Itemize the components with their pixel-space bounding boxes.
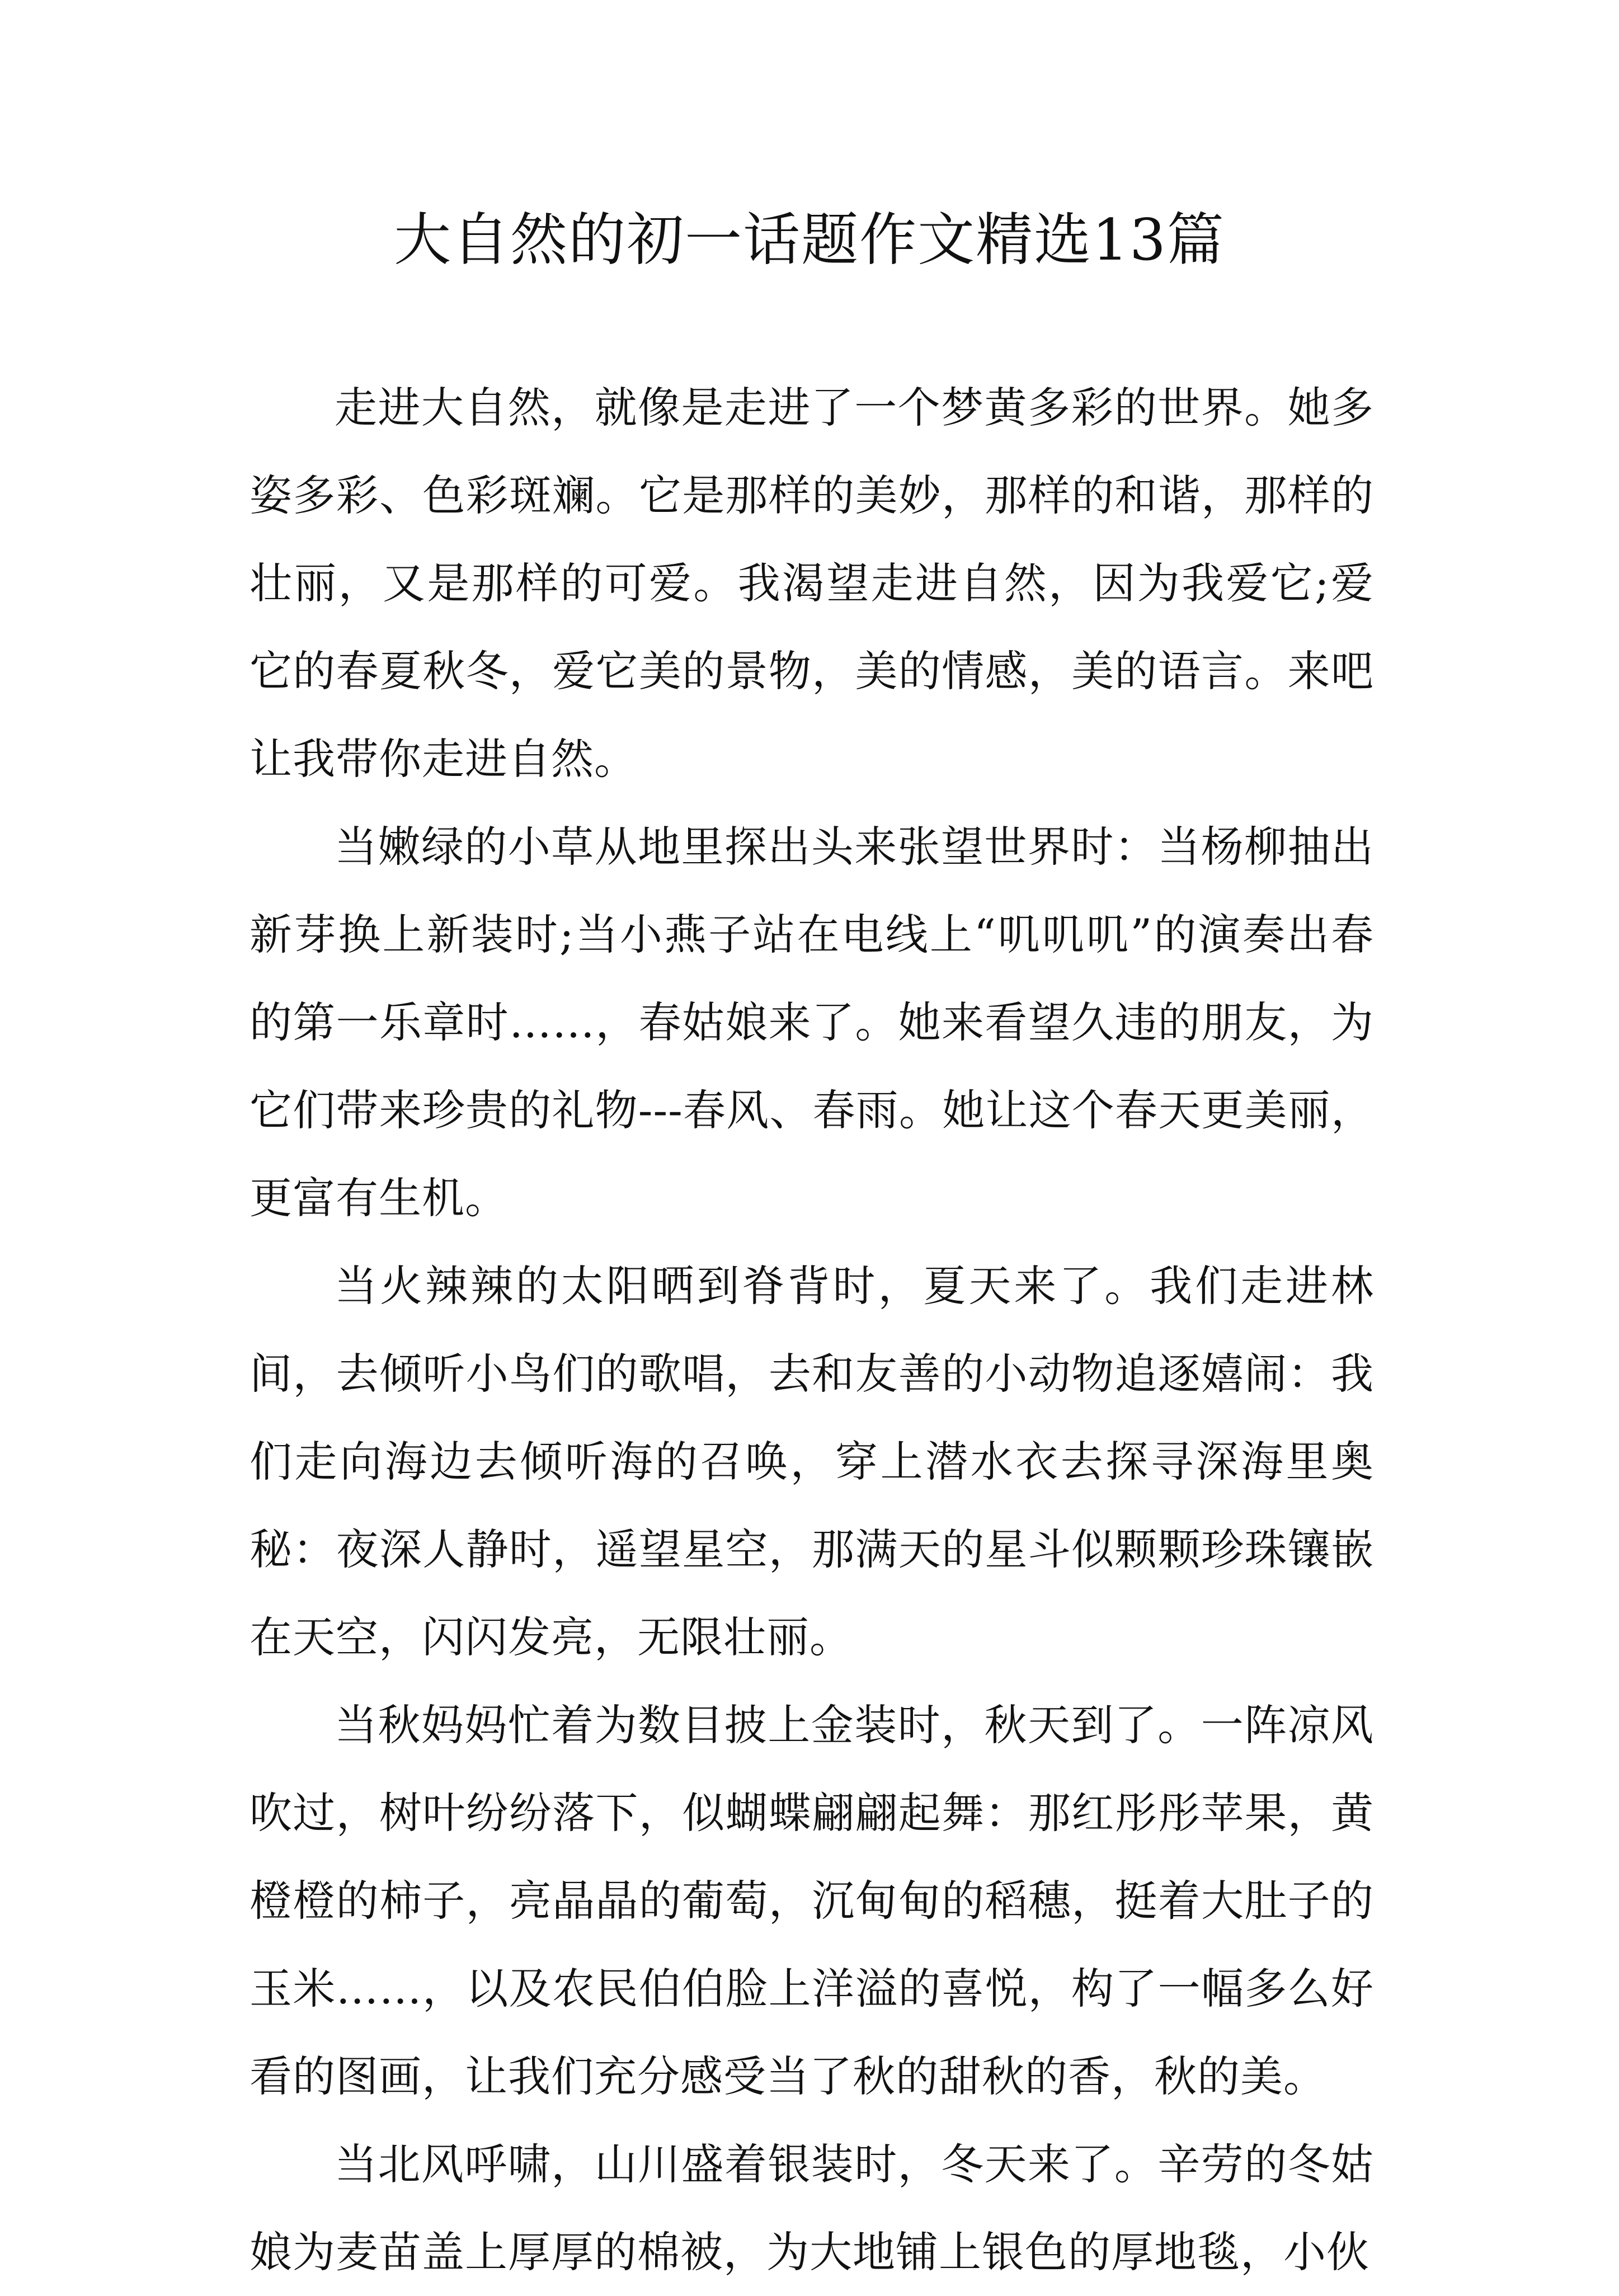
paragraph: 当火辣辣的太阳晒到脊背时，夏天来了。我们走进林间，去倾听小鸟们的歌唱，去和友善的小动物追逐嬉闹：我们走向海边去倾听海的召唤，穿上潜水衣去探寻深海里奥秘：夜深人静时，遥望星空，那满天的星斗似颗颗珍珠镶嵌在天空，闪闪发亮，无限壮丽。 bbox=[250, 1261, 1374, 1662]
paragraph: 当北风呼啸，山川盛着银装时，冬天来了。辛劳的冬姑娘为麦苗盖上厚厚的棉被，为大地铺上银色的厚地毯，小伙 bbox=[250, 2139, 1374, 2277]
paragraph: 当秋妈妈忙着为数目披上金装时，秋天到了。一阵凉风吹过，树叶纷纷落下，似蝴蝶翩翩起舞：那红彤彤苹果，黄橙橙的柿子，亮晶晶的葡萄，沉甸甸的稻穗，挺着大肚子的玉米……，以及农民伯伯脸上洋溢的喜悦，构了一幅多么好看的图画，让我们充分感受当了秋的甜秋的香，秋的美。 bbox=[250, 1700, 1374, 2101]
document-body bbox=[250, 364, 1374, 2296]
paragraph: 走进大自然，就像是走进了一个梦黄多彩的世界。她多姿多彩、色彩斑斓。它是那样的美妙，那样的和谐，那样的壮丽，又是那样的可爱。我渴望走进自然，因为我爱它;爱它的春夏秋冬，爱它美的景物，美的情感，美的语言。来吧让我带你走进自然。 bbox=[250, 383, 1374, 784]
paragraph: 当嫩绿的小草从地里探出头来张望世界时：当杨柳抽出新芽换上新装时;当小燕子站在电线上“叽叽叽”的演奏出春的第一乐章时……，春姑娘来了。她来看望久违的朋友，为它们带来珍贵的礼物---春风、春雨。她让这个春天更美丽，更富有生机。 bbox=[250, 822, 1374, 1223]
document-title: 大自然的初一话题作文精选13篇 bbox=[394, 207, 1225, 274]
